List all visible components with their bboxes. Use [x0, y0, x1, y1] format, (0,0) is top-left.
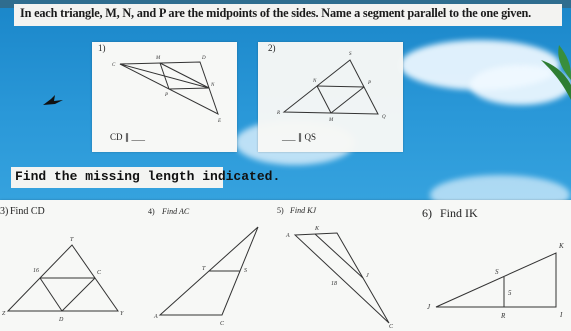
problem-5-label: Find KJ — [290, 206, 316, 215]
p4-label-s: S — [244, 268, 247, 274]
problem-4-number: 4) — [148, 207, 155, 216]
p3-label-y: Y — [120, 311, 124, 317]
problem-2-number: 2) — [268, 43, 276, 53]
problem-1-answer: CD ∥ ___ — [110, 132, 146, 142]
problem-3-label: Find CD — [10, 206, 45, 217]
plant-decoration — [531, 40, 571, 100]
p6-label-s: S — [495, 268, 499, 276]
problem-3-diagram — [0, 215, 140, 331]
section-heading: Find the missing length indicated. — [15, 169, 281, 184]
p1-label-p: P — [165, 93, 169, 98]
p5-label-k: K — [315, 226, 320, 232]
p6-label-r: R — [501, 312, 506, 320]
p3-label-d: D — [59, 317, 64, 323]
p3-label-z: Z — [2, 311, 6, 317]
p1-label-d: D — [202, 56, 206, 61]
p2-label-m: M — [329, 118, 334, 123]
p6-label-5: 5 — [508, 289, 512, 297]
problem-2-diagram — [258, 42, 403, 152]
bird-icon — [41, 93, 65, 109]
p1-label-c: C — [112, 63, 116, 68]
p5-label-a: A — [286, 233, 290, 239]
p5-label-c: C — [389, 324, 394, 330]
p6-label-k: K — [559, 242, 564, 250]
p1-label-e: E — [218, 119, 222, 124]
problem-3-number: 3) — [0, 206, 9, 217]
p1-label-n: N — [211, 83, 215, 88]
p2-label-s: S — [349, 52, 352, 57]
problem-4-diagram — [140, 215, 275, 331]
p6-label-j: J — [427, 303, 431, 311]
problem-5-diagram — [277, 215, 402, 331]
p1-label-m: M — [156, 56, 161, 61]
p4-label-c: C — [220, 321, 225, 327]
problem-1-number: 1) — [98, 43, 106, 53]
instruction-text: In each triangle, M, N, and P are the midpoints of the sides. Name a segment parallel to the one given. — [20, 6, 531, 20]
problem-5-number: 5) — [277, 206, 284, 215]
p5-label-j: J — [366, 273, 369, 279]
problem-6-number: 6) — [422, 206, 432, 220]
p2-label-r: R — [277, 111, 281, 116]
p4-label-a: A — [154, 314, 158, 320]
p2-label-p: P — [368, 81, 372, 86]
p2-label-q: Q — [382, 115, 386, 120]
p4-label-t: T — [202, 266, 206, 272]
p6-label-i: I — [560, 311, 563, 319]
problem-6-label: Find IK — [440, 206, 478, 220]
problem-6-diagram — [420, 225, 571, 331]
p5-label-18: 18 — [331, 281, 337, 287]
problem-4-label: Find AC — [162, 207, 190, 216]
p2-label-n: N — [313, 79, 317, 84]
p3-label-t: T — [70, 237, 74, 243]
p3-label-16: 16 — [33, 268, 39, 274]
problem-2-answer: ___ ∥ QS — [282, 132, 317, 142]
p3-label-c: C — [97, 270, 102, 276]
